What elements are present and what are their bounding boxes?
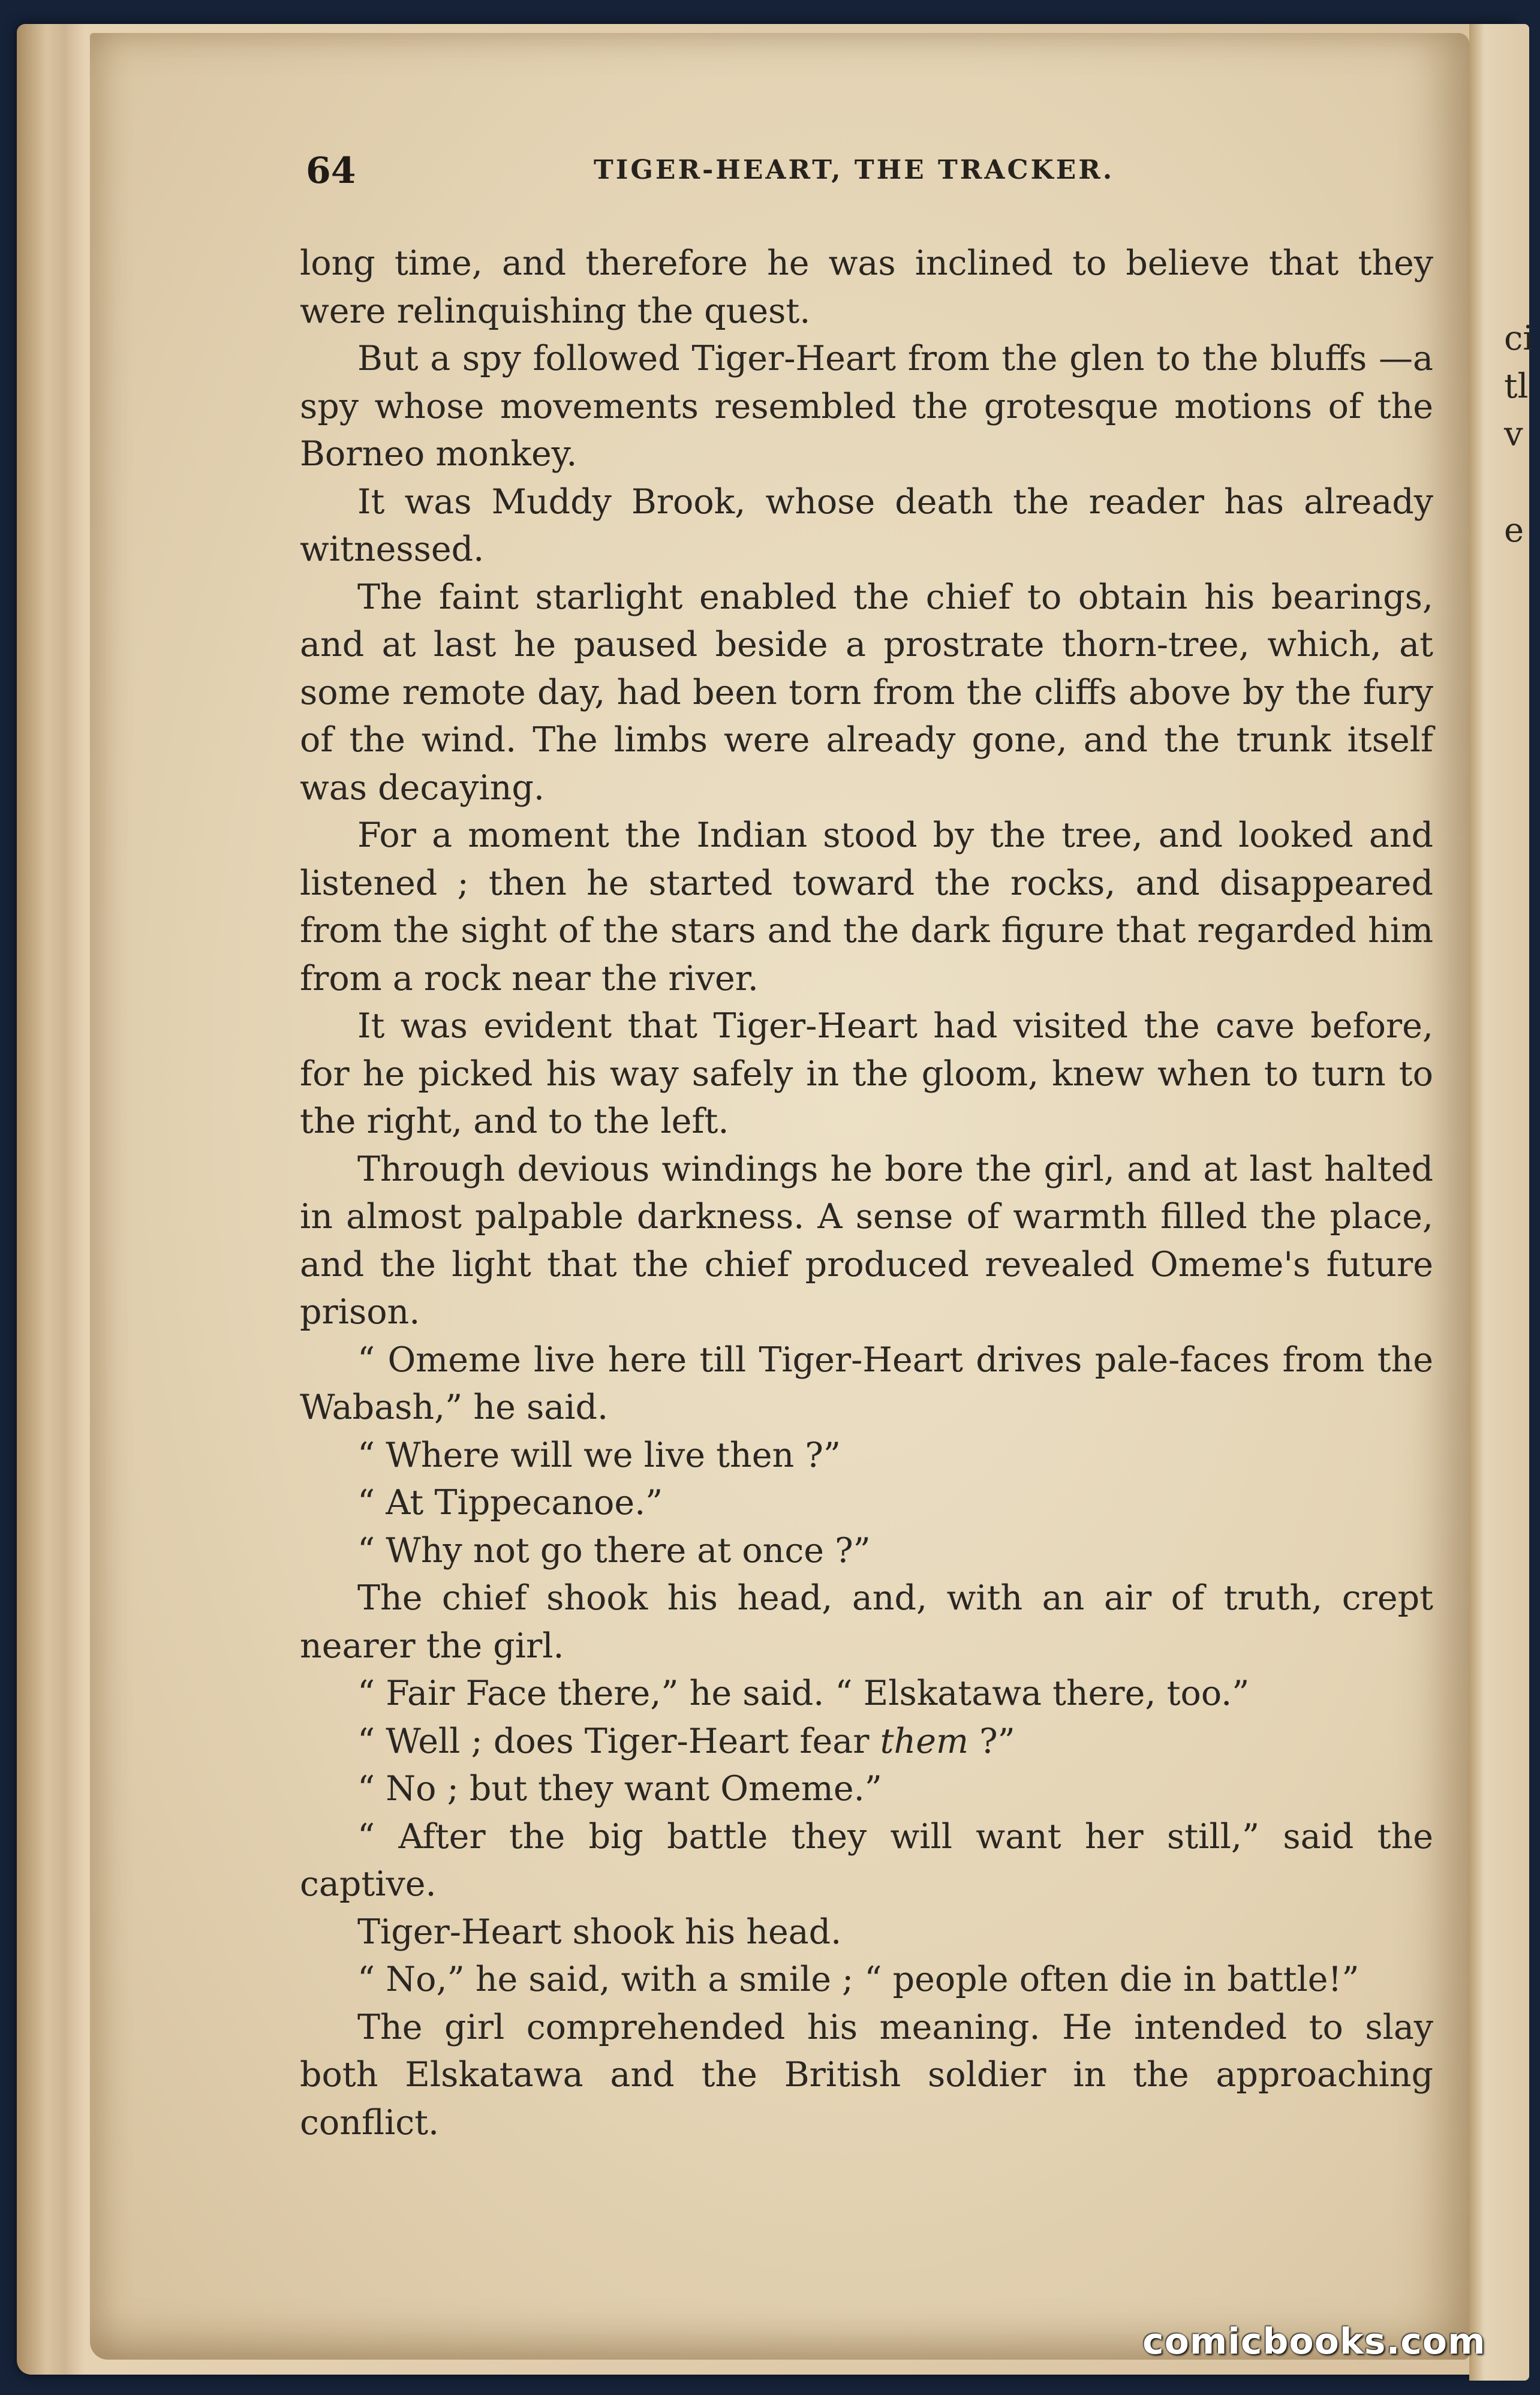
facing-page-edge <box>1469 24 1534 2381</box>
running-title: TIGER-HEART, THE TRACKER. <box>594 155 1115 185</box>
dialogue-line-italic <box>300 1718 1433 1766</box>
facing-page-fragment: tl <box>1504 367 1529 406</box>
paragraph: The girl comprehended his meaning. He intended to slay both Elskatawa and the British soldier in the approaching conflict. <box>300 2007 1433 2143</box>
dialogue-line: “ Fair Face there,” he said. “ Elskatawa there, too.” <box>357 1674 1250 1713</box>
paragraph: Through devious windings he bore the girl, and at last halted in almost palpable darkness. A sense of warmth filled the place, and the light that the chief produced revealed Omeme's future prison. <box>300 1149 1433 1332</box>
paragraph: The chief shook his head, and, with an air of truth, crept nearer the girl. <box>300 1578 1433 1666</box>
paragraph: The faint starlight enabled the chief to obtain his bearings, and at last he paused beside a prostrate thorn-tree, which, at some remote day, had been torn from the cliffs above by the fury of the wind. The limbs were already gone, and the trunk itself was decaying. <box>300 577 1433 808</box>
emphasis-text: them <box>880 1721 968 1761</box>
facing-page-fragment: v <box>1504 415 1523 454</box>
dialogue-text: “ Well ; does Tiger-Heart fear <box>357 1721 880 1761</box>
page-number: 64 <box>306 150 356 192</box>
dialogue-line: “ After the big battle they will want her still,” said the captive. <box>300 1816 1433 1904</box>
body-text <box>300 240 1433 2147</box>
paragraph: It was evident that Tiger-Heart had visited the cave before, for he picked his way safely in the gloom, knew when to turn to the right, and to the left. <box>300 1006 1433 1141</box>
paragraph: Tiger-Heart shook his head. <box>357 1912 842 1952</box>
paragraph: But a spy followed Tiger-Heart from the glen to the bluffs —a spy whose movements resembled the grotesque motions of the Borneo monkey. <box>300 339 1433 474</box>
dialogue-line: “ Where will we live then ?” <box>357 1435 841 1475</box>
paragraph: long time, and therefore he was inclined to believe that they were relinquishing the quest. <box>300 243 1433 331</box>
dialogue-line: “ Why not go there at once ?” <box>357 1530 871 1570</box>
paragraph: For a moment the Indian stood by the tree, and looked and listened ; then he started toward the rocks, and disappeared from the sight of the stars and the dark figure that regarded him from a rock near the river. <box>300 816 1433 998</box>
dialogue-line: “ Omeme live here till Tiger-Heart drives pale-faces from the Wabash,” he said. <box>300 1340 1433 1427</box>
facing-page-fragment: ci <box>1504 319 1534 358</box>
dialogue-line: “ At Tippecanoe.” <box>357 1483 663 1523</box>
dialogue-text: ?” <box>968 1721 1015 1761</box>
dialogue-line: “ No ; but they want Omeme.” <box>357 1769 882 1809</box>
dialogue-line: “ No,” he said, with a smile ; “ people often die in battle!” <box>357 1960 1359 1999</box>
paragraph: It was Muddy Brook, whose death the reader has already witnessed. <box>300 482 1433 569</box>
page-header <box>306 150 1433 198</box>
watermark: comicbooks.com <box>1142 2321 1486 2363</box>
facing-page-fragment: e <box>1504 511 1524 550</box>
